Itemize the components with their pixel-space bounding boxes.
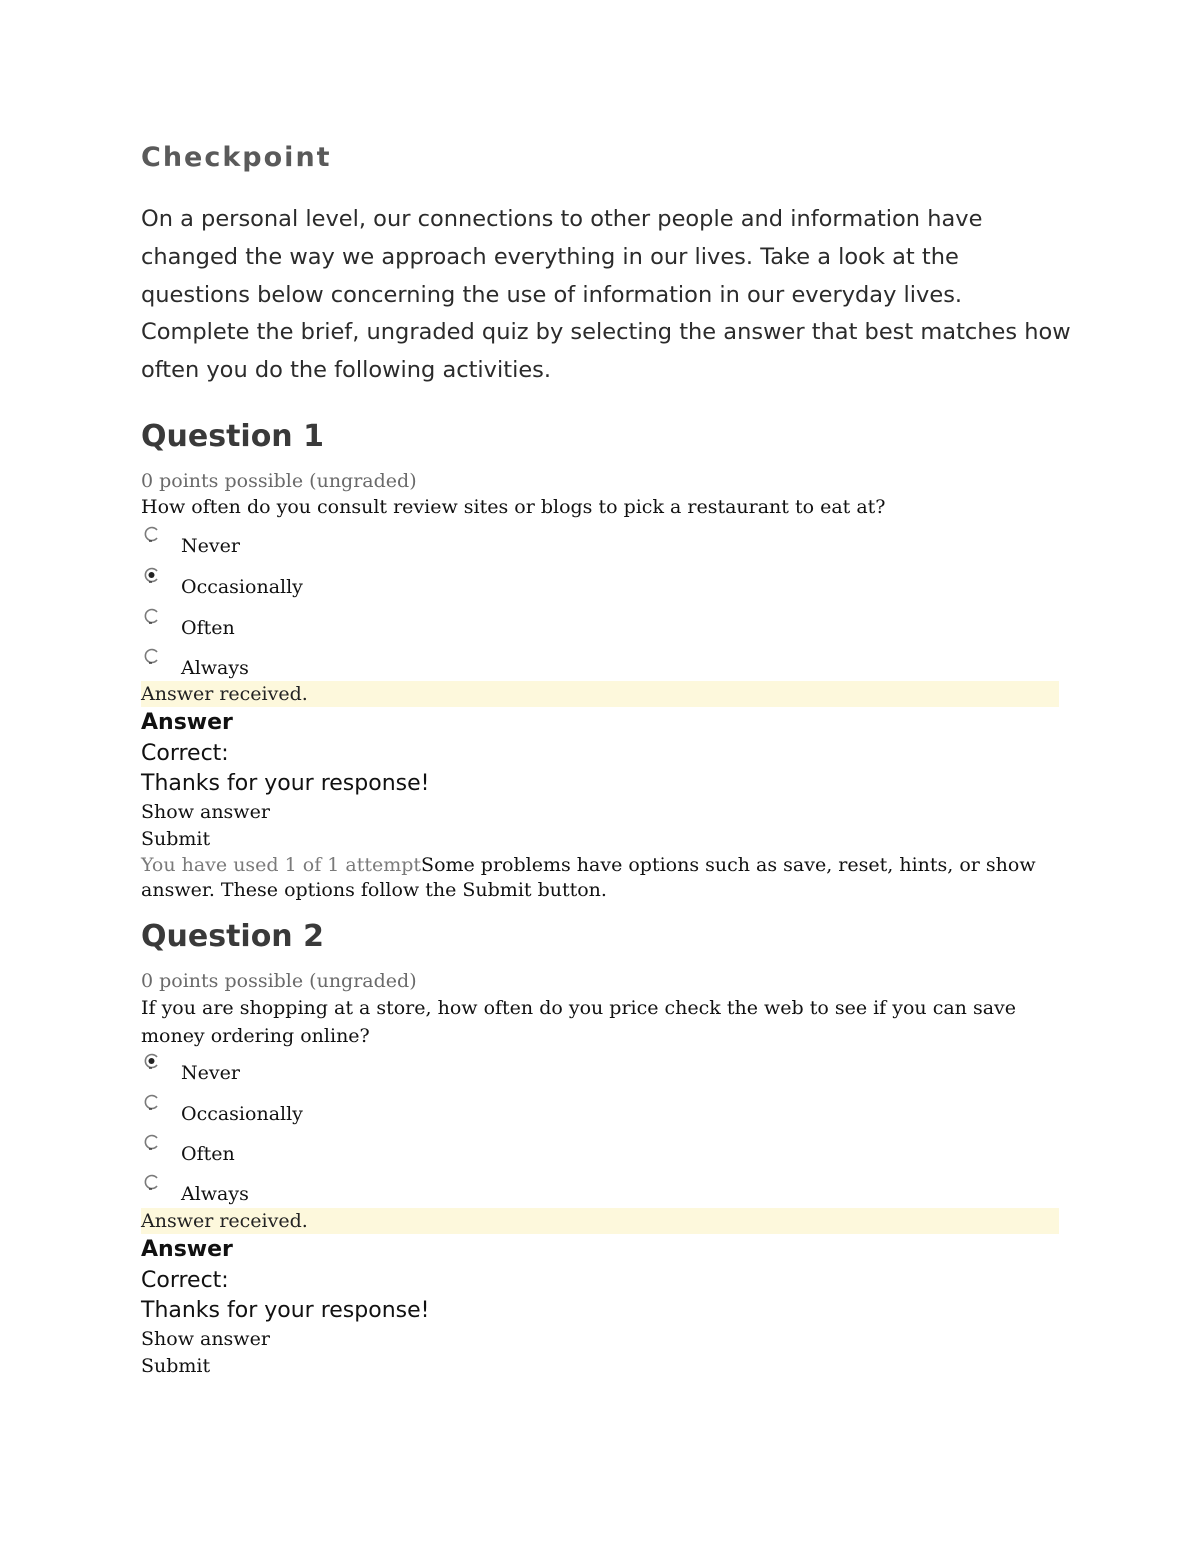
option-often[interactable] (141, 1134, 441, 1174)
intro-paragraph: On a personal level, our connections to other people and information have changed the way we approach everything in our lives. Take a look at the questions below concerning the use of information in our everyday lives. Complete the brief, ungraded quiz by selecting the answer that best matches how often you do the following activities. (141, 206, 1071, 384)
show-answer-button[interactable]: Show answer (141, 801, 270, 823)
show-answer-button[interactable]: Show answer (141, 1328, 270, 1350)
question-prompt: If you are shopping at a store, how often do you price check the web to see if you can save money ordering online? (141, 997, 1017, 1047)
answer-heading: Answer (141, 710, 233, 735)
feedback-message: Thanks for your response! (141, 771, 430, 796)
option-never[interactable] (141, 1053, 441, 1093)
option-occasionally[interactable] (141, 1094, 441, 1134)
question-heading: Question 2 (141, 919, 324, 954)
radio-unchecked-icon[interactable] (144, 526, 160, 542)
option-label: Often (181, 617, 235, 639)
correct-label: Correct: (141, 741, 229, 766)
status-answer-received: Answer received. (141, 1208, 1059, 1234)
option-label: Always (181, 657, 249, 679)
feedback-message: Thanks for your response! (141, 1298, 430, 1323)
radio-checked-icon[interactable] (144, 1053, 160, 1069)
question-prompt: How often do you consult review sites or blogs to pick a restaurant to eat at? (141, 496, 886, 518)
option-label: Never (181, 535, 240, 557)
options-hint: Some problems have options such as save, reset, hints, or show answer. These options follow the Submit button. (141, 854, 1036, 901)
option-label: Occasionally (181, 576, 303, 598)
page-title: Checkpoint (141, 142, 332, 173)
option-label: Often (181, 1143, 235, 1165)
radio-unchecked-icon[interactable] (144, 608, 160, 624)
option-label: Always (181, 1183, 249, 1205)
radio-unchecked-icon[interactable] (144, 1174, 160, 1190)
correct-label: Correct: (141, 1268, 229, 1293)
option-label: Occasionally (181, 1103, 303, 1125)
radio-unchecked-icon[interactable] (144, 1094, 160, 1110)
option-often[interactable] (141, 608, 441, 648)
question-heading: Question 1 (141, 419, 324, 454)
option-never[interactable] (141, 526, 441, 566)
radio-unchecked-icon[interactable] (144, 1134, 160, 1150)
radio-checked-icon[interactable] (144, 567, 160, 583)
submit-button[interactable]: Submit (141, 828, 211, 850)
option-label: Never (181, 1062, 240, 1084)
option-occasionally[interactable] (141, 567, 441, 607)
attempts-used: You have used 1 of 1 attempt (141, 854, 422, 876)
radio-unchecked-icon[interactable] (144, 648, 160, 664)
points-possible: 0 points possible (ungraded) (141, 470, 417, 492)
points-possible: 0 points possible (ungraded) (141, 970, 417, 992)
attempts-info (141, 853, 1041, 903)
submit-button[interactable]: Submit (141, 1355, 211, 1377)
answer-heading: Answer (141, 1237, 233, 1262)
status-answer-received: Answer received. (141, 681, 1059, 707)
